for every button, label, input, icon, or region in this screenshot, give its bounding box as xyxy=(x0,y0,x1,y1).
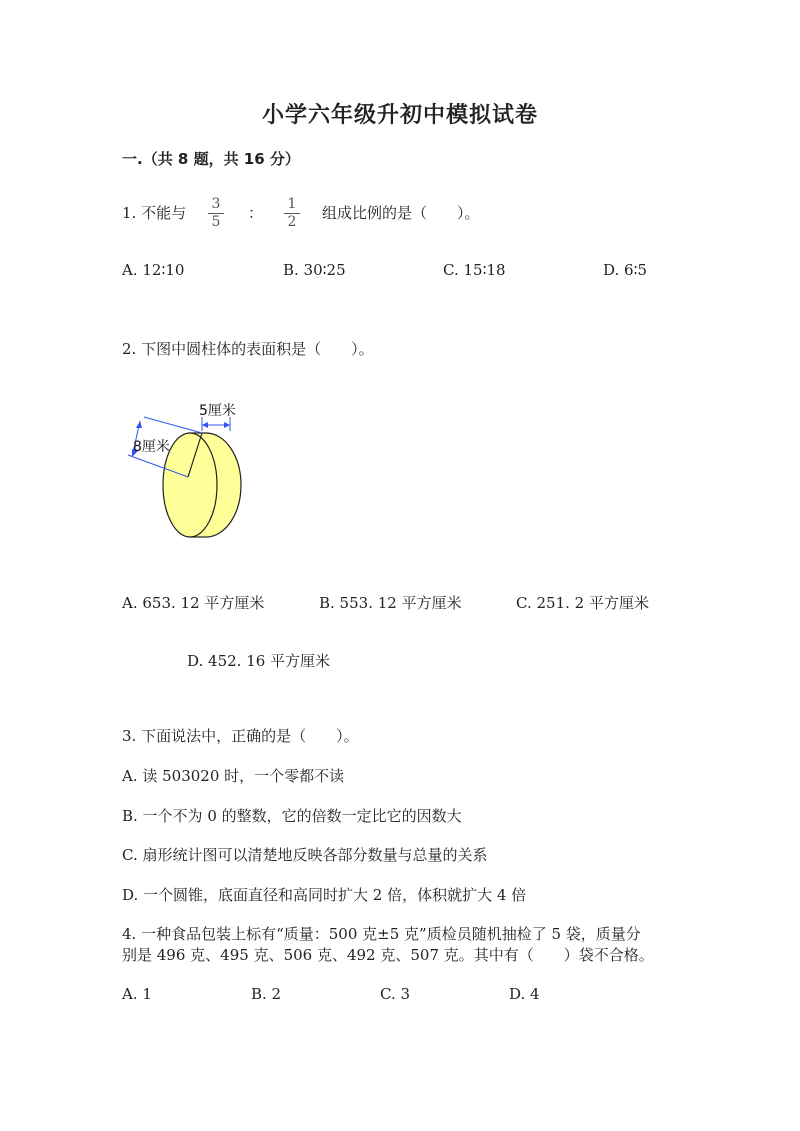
section-heading: 一.（共 8 题，共 16 分） xyxy=(122,150,300,168)
q4-option-c: C. 3 xyxy=(380,985,411,1003)
page-title: 小学六年级升初中模拟试卷 xyxy=(261,102,538,128)
figure-label-radius: 8厘米 xyxy=(133,439,170,455)
figure-label-height: 5厘米 xyxy=(199,403,236,419)
q1-frac1-denominator: 5 xyxy=(211,214,221,230)
q1-prefix: 1. 不能与 xyxy=(122,204,187,222)
q2-option-d: D. 452. 16 平方厘米 xyxy=(187,652,331,670)
q4-option-b: B. 2 xyxy=(251,985,282,1003)
q2-text: 2. 下图中圆柱体的表面积是（ ）。 xyxy=(122,340,374,358)
q1-option-d: D. 6∶5 xyxy=(603,261,648,279)
q4-line-1: 4. 一种食品包装上标有“质量：500 克±5 克”质检员随机抽检了 5 袋，质量分 xyxy=(122,925,641,943)
q1-frac2-denominator: 2 xyxy=(287,214,297,230)
q4-option-a: A. 1 xyxy=(122,985,152,1003)
q2-option-c: C. 251. 2 平方厘米 xyxy=(516,594,649,612)
q3-option-a: A. 读 503020 时，一个零都不读 xyxy=(122,767,345,785)
q1-option-c: C. 15∶18 xyxy=(443,261,506,279)
q1-suffix: 组成比例的是（ ）。 xyxy=(322,204,480,222)
q3-option-d: D. 一个圆锥，底面直径和高同时扩大 2 倍，体积就扩大 4 倍 xyxy=(122,886,527,904)
q3-option-b: B. 一个不为 0 的整数，它的倍数一定比它的因数大 xyxy=(122,807,462,825)
q1-fraction-1 xyxy=(206,196,226,231)
q3-text: 3. 下面说法中，正确的是（ ）。 xyxy=(122,727,359,745)
q2-option-a: A. 653. 12 平方厘米 xyxy=(122,594,265,612)
q4-line-2: 别是 496 克、495 克、506 克、492 克、507 克。其中有（ ）袋不合格。 xyxy=(122,946,654,964)
q1-fraction-2 xyxy=(282,196,302,231)
cylinder-figure xyxy=(118,395,258,545)
q2-option-b: B. 553. 12 平方厘米 xyxy=(319,594,462,612)
q1-frac2-numerator: 1 xyxy=(287,196,297,212)
q4-option-d: D. 4 xyxy=(509,985,540,1003)
q1-option-b: B. 30∶25 xyxy=(283,261,346,279)
q3-option-c: C. 扇形统计图可以清楚地反映各部分数量与总量的关系 xyxy=(122,846,488,864)
q1-frac1-numerator: 3 xyxy=(211,196,221,212)
q1-colon: ： xyxy=(248,204,264,222)
q1-option-a: A. 12∶10 xyxy=(122,261,185,279)
